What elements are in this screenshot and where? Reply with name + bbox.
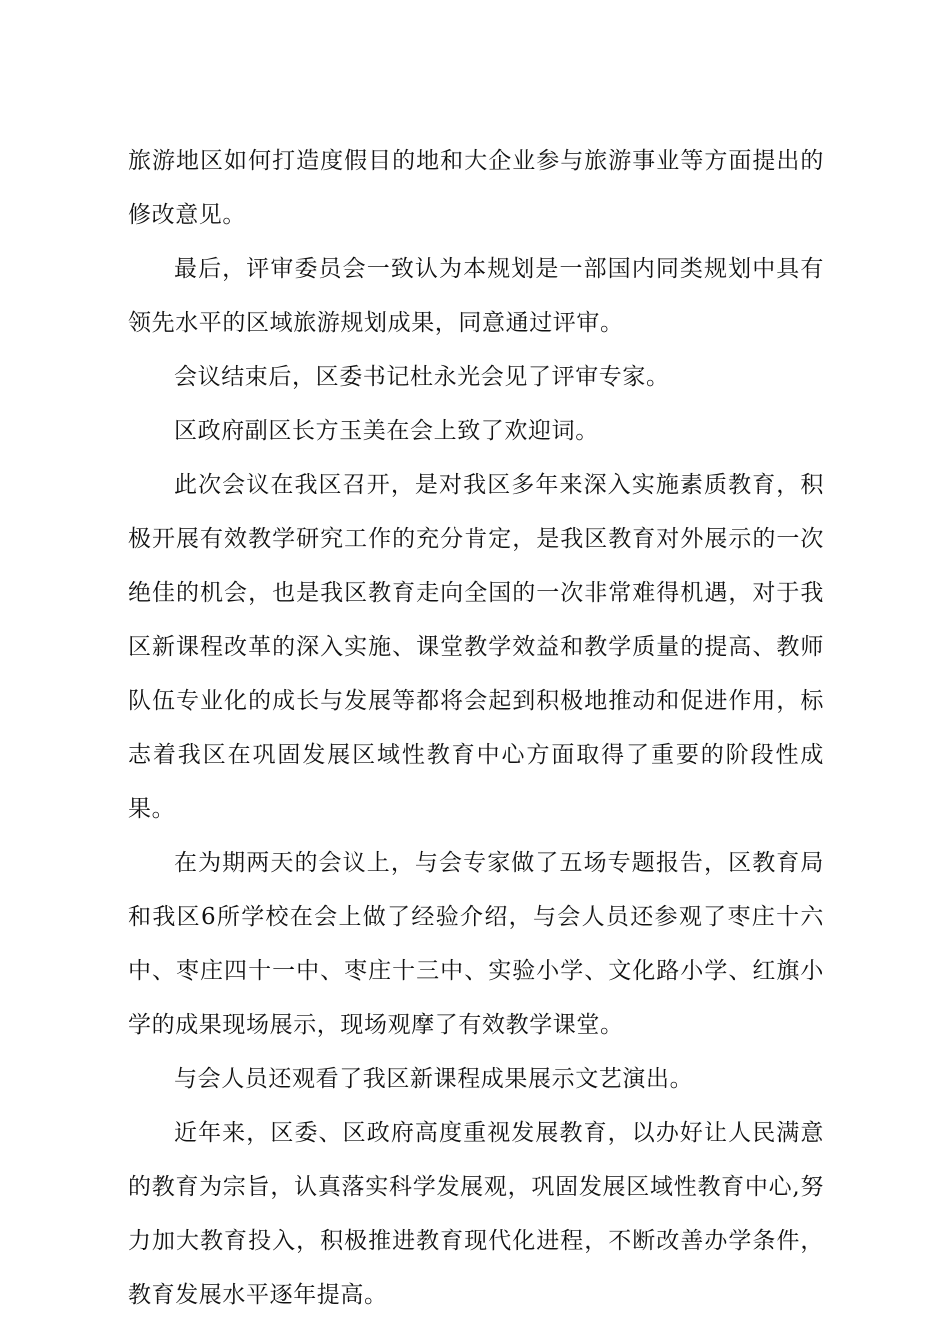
paragraph: 区政府副区长方玉美在会上致了欢迎词。 [174, 418, 599, 444]
paragraph: 在为期两天的会议上，与会专家做了五场专题报告，区教育局和我区6所学校在会上做了经验介绍，与会人员还参观了枣庄十六中、枣庄四十一中、枣庄十三中、实验小学、文化路小学、红旗小学的成果现场展示，现场观摩了有效教学课堂。 [128, 850, 824, 1038]
paragraph: 会议结束后，区委书记杜永光会见了评审专家。 [174, 364, 670, 390]
paragraph: 此次会议在我区召开，是对我区多年来深入实施素质教育，积极开展有效教学研究工作的充分肯定，是我区教育对外展示的一次绝佳的机会，也是我区教育走向全国的一次非常难得机遇，对于我区新课程改革的深入实施、课堂教学效益和教学质量的提高、教师队伍专业化的成长与发展等都将会起到积极地推动和促进作用，标志着我区在巩固发展区域性教育中心方面取得了重要的阶段性成果。 [128, 472, 824, 822]
paragraph: 旅游地区如何打造度假目的地和大企业参与旅游事业等方面提出的修改意见。 [128, 148, 824, 228]
paragraph: 近年来，区委、区政府高度重视发展教育，以办好让人民满意的教育为宗旨，认真落实科学发展观，巩固发展区域性教育中心,努力加大教育投入，积极推进教育现代化进程，不断改善办学条件，教育发展水平逐年提高。 [128, 1120, 824, 1308]
document-body [128, 134, 824, 1322]
paragraph: 与会人员还观看了我区新课程成果展示文艺演出。 [174, 1066, 694, 1092]
paragraph: 最后，评审委员会一致认为本规划是一部国内同类规划中具有领先水平的区域旅游规划成果，同意通过评审。 [128, 256, 824, 336]
